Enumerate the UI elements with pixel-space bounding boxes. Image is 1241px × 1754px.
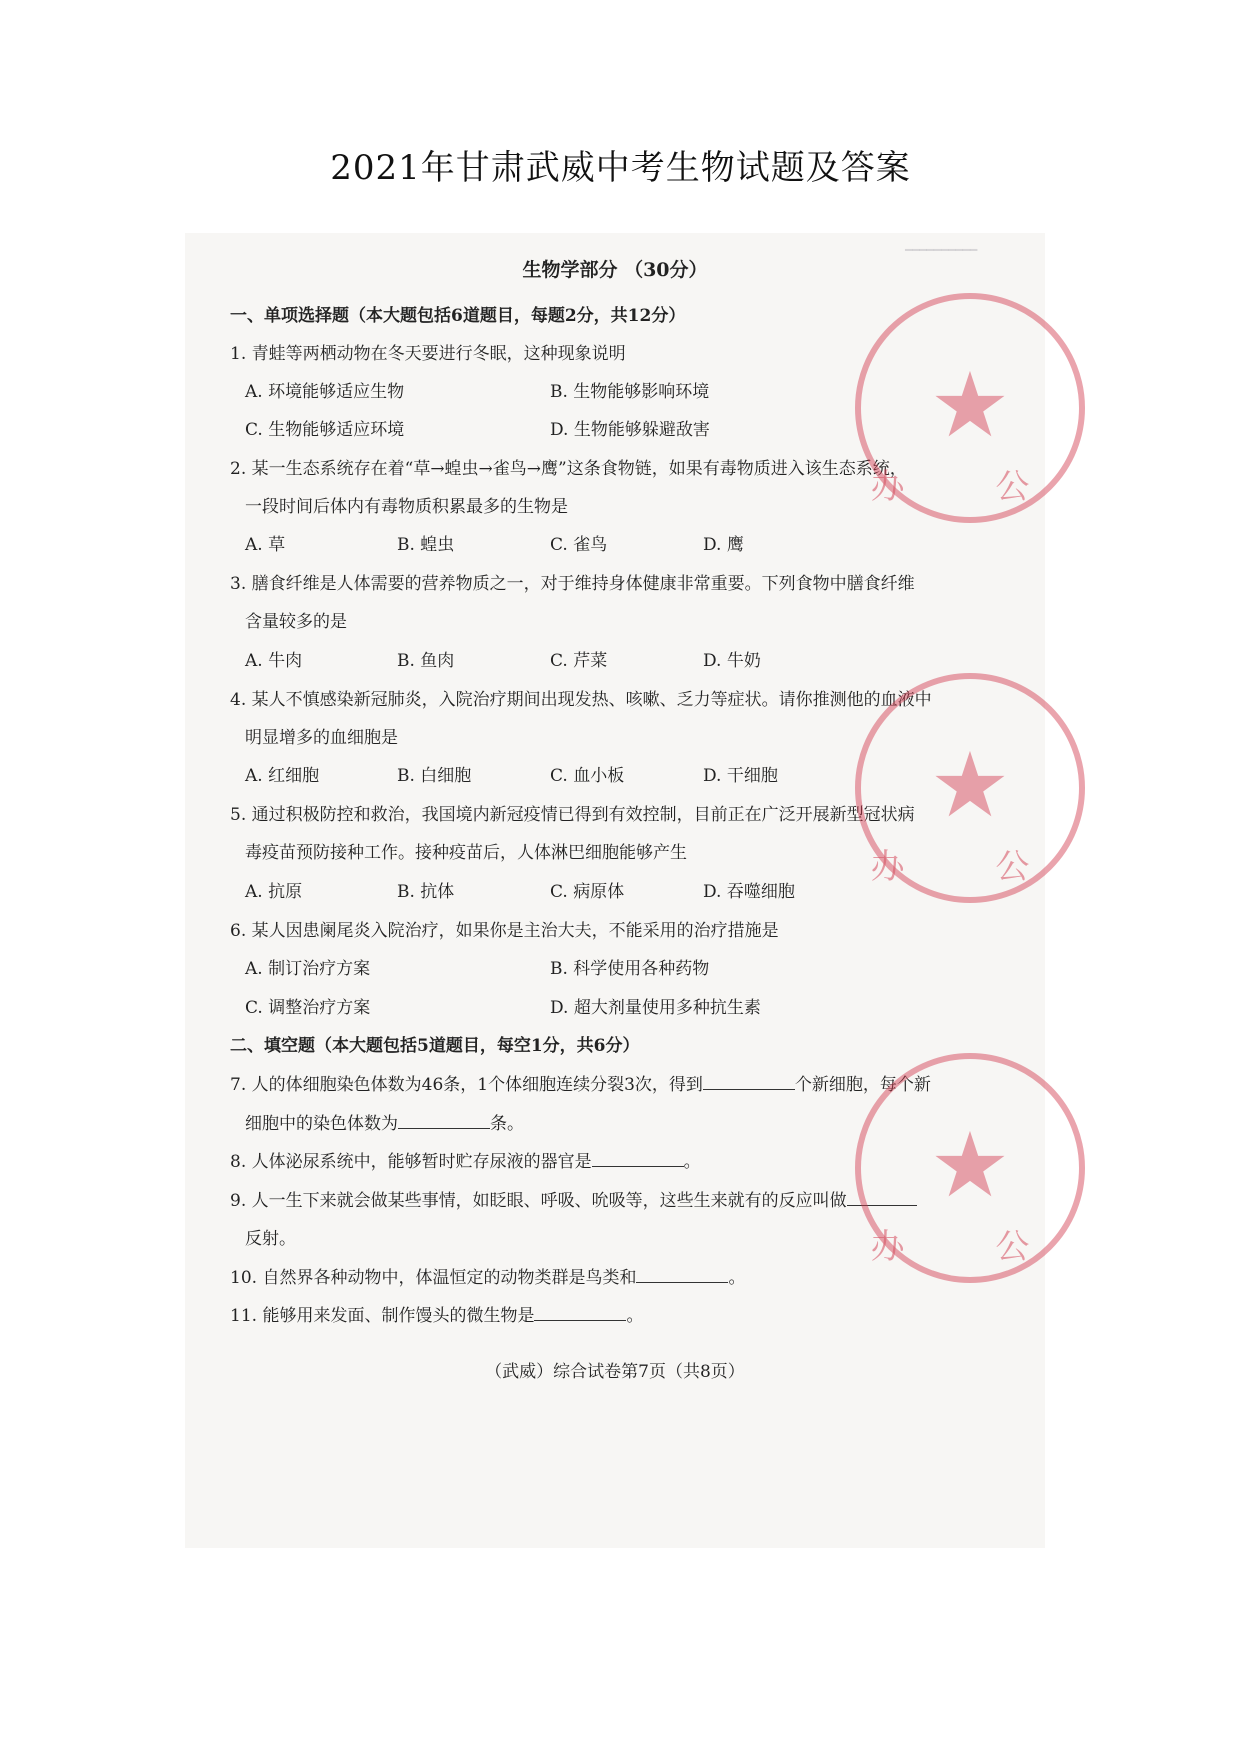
seal-office-text: 办 公 (870, 1227, 1070, 1267)
q3-stem-line2: 含量较多的是 (245, 612, 347, 632)
q7-text-1: 7. 人的体细胞染色体数为46条，1个体细胞连续分裂3次，得到 (230, 1075, 703, 1095)
part2-heading: 二、填空题（本大题包括5道题目，每空1分，共6分） (230, 1036, 640, 1056)
bleed-through-text: ━━━━━━━━━━ (905, 243, 978, 257)
q1-option-d: D. 生物能够躲避敌害 (550, 420, 710, 440)
q5-option-d: D. 吞噬细胞 (703, 882, 795, 902)
q9-text-1: 9. 人一生下来就会做某些事情，如眨眼、呼吸、吮吸等，这些生来就有的反应叫做 (230, 1191, 847, 1211)
q7-text-3: 细胞中的染色体数为 (245, 1114, 398, 1134)
q7-text-4: 条。 (490, 1114, 524, 1134)
q1-stem: 1. 青蛙等两栖动物在冬天要进行冬眠，这种现象说明 (230, 344, 626, 364)
q4-option-b: B. 白细胞 (397, 766, 472, 786)
q3-stem-line1: 3. 膳食纤维是人体需要的营养物质之一，对于维持身体健康非常重要。下列食物中膳食纤维 (230, 574, 915, 594)
q5-option-a: A. 抗原 (245, 882, 303, 902)
q7-blank-2[interactable] (398, 1112, 490, 1129)
q4-stem-line1: 4. 某人不慎感染新冠肺炎，入院治疗期间出现发热、咳嗽、乏力等症状。请你推测他的血液中 (230, 690, 932, 710)
q11-line (230, 1301, 643, 1326)
q5-option-b: B. 抗体 (397, 882, 455, 902)
q2-option-d: D. 鹰 (703, 535, 744, 555)
q8-text-2: 。 (683, 1152, 701, 1172)
q10-line (230, 1263, 745, 1288)
q3-option-d: D. 牛奶 (703, 651, 761, 671)
q6-option-d: D. 超大剂量使用多种抗生素 (550, 998, 761, 1018)
q11-blank[interactable] (534, 1304, 626, 1321)
q3-option-a: A. 牛肉 (245, 651, 303, 671)
official-seal-stamp (855, 293, 1085, 523)
q4-stem-line2: 明显增多的血细胞是 (245, 728, 398, 748)
q5-stem-line2: 毒疫苗预防接种工作。接种疫苗后，人体淋巴细胞能够产生 (245, 843, 687, 863)
q8-text-1: 8. 人体泌尿系统中，能够暂时贮存尿液的器官是 (230, 1152, 592, 1172)
q3-option-b: B. 鱼肉 (397, 651, 455, 671)
q2-option-b: B. 蝗虫 (397, 535, 455, 555)
section-title: 生物学部分 （30分） (522, 259, 708, 281)
q10-text-1: 10. 自然界各种动物中，体温恒定的动物类群是鸟类和 (230, 1268, 637, 1288)
q8-blank[interactable] (592, 1150, 684, 1167)
q2-option-a: A. 草 (245, 535, 286, 555)
q2-stem-line2: 一段时间后体内有毒物质积累最多的生物是 (245, 497, 568, 517)
page-footer: （武威）综合试卷第7页（共8页） (485, 1362, 745, 1382)
star-icon: ★ (929, 353, 1011, 458)
q3-option-c: C. 芹菜 (550, 651, 608, 671)
official-seal-stamp (855, 673, 1085, 903)
seal-office-text: 办 公 (870, 467, 1070, 507)
q4-option-c: C. 血小板 (550, 766, 625, 786)
document-title: 2021年甘肃武威中考生物试题及答案 (330, 148, 911, 188)
q11-text-2: 。 (626, 1306, 644, 1326)
q6-option-a: A. 制订治疗方案 (245, 959, 371, 979)
q7-blank-1[interactable] (703, 1073, 795, 1090)
part1-heading: 一、单项选择题（本大题包括6道题目，每题2分，共12分） (230, 306, 686, 326)
q10-blank[interactable] (636, 1266, 728, 1283)
q6-option-b: B. 科学使用各种药物 (550, 959, 710, 979)
q2-stem-line1: 2. 某一生态系统存在着“草→蝗虫→雀鸟→鹰”这条食物链，如果有毒物质进入该生态系统， (230, 459, 907, 479)
q10-text-2: 。 (728, 1268, 746, 1288)
q5-stem-line1: 5. 通过积极防控和救治，我国境内新冠疫情已得到有效控制，目前正在广泛开展新型冠状病 (230, 805, 915, 825)
q9-text-2: 反射。 (245, 1229, 296, 1249)
q1-option-a: A. 环境能够适应生物 (245, 382, 405, 402)
q5-option-c: C. 病原体 (550, 882, 625, 902)
q11-text-1: 11. 能够用来发面、制作馒头的微生物是 (230, 1306, 535, 1326)
q7-line1 (230, 1070, 931, 1095)
scanned-exam-page (185, 233, 1070, 1548)
q4-option-a: A. 红细胞 (245, 766, 320, 786)
q6-stem: 6. 某人因患阑尾炎入院治疗，如果你是主治大夫，不能采用的治疗措施是 (230, 921, 779, 941)
q4-option-d: D. 干细胞 (703, 766, 778, 786)
q8-line (230, 1147, 701, 1172)
q1-option-b: B. 生物能够影响环境 (550, 382, 710, 402)
star-icon: ★ (929, 1113, 1011, 1218)
star-icon: ★ (929, 733, 1011, 838)
q7-line2 (245, 1109, 524, 1134)
official-seal-stamp (855, 1053, 1085, 1283)
q9-line1 (230, 1186, 917, 1211)
q6-option-c: C. 调整治疗方案 (245, 998, 371, 1018)
q1-option-c: C. 生物能够适应环境 (245, 420, 405, 440)
q2-option-c: C. 雀鸟 (550, 535, 608, 555)
seal-office-text: 办 公 (870, 847, 1070, 887)
q7-text-2: 个新细胞，每个新 (794, 1075, 931, 1095)
